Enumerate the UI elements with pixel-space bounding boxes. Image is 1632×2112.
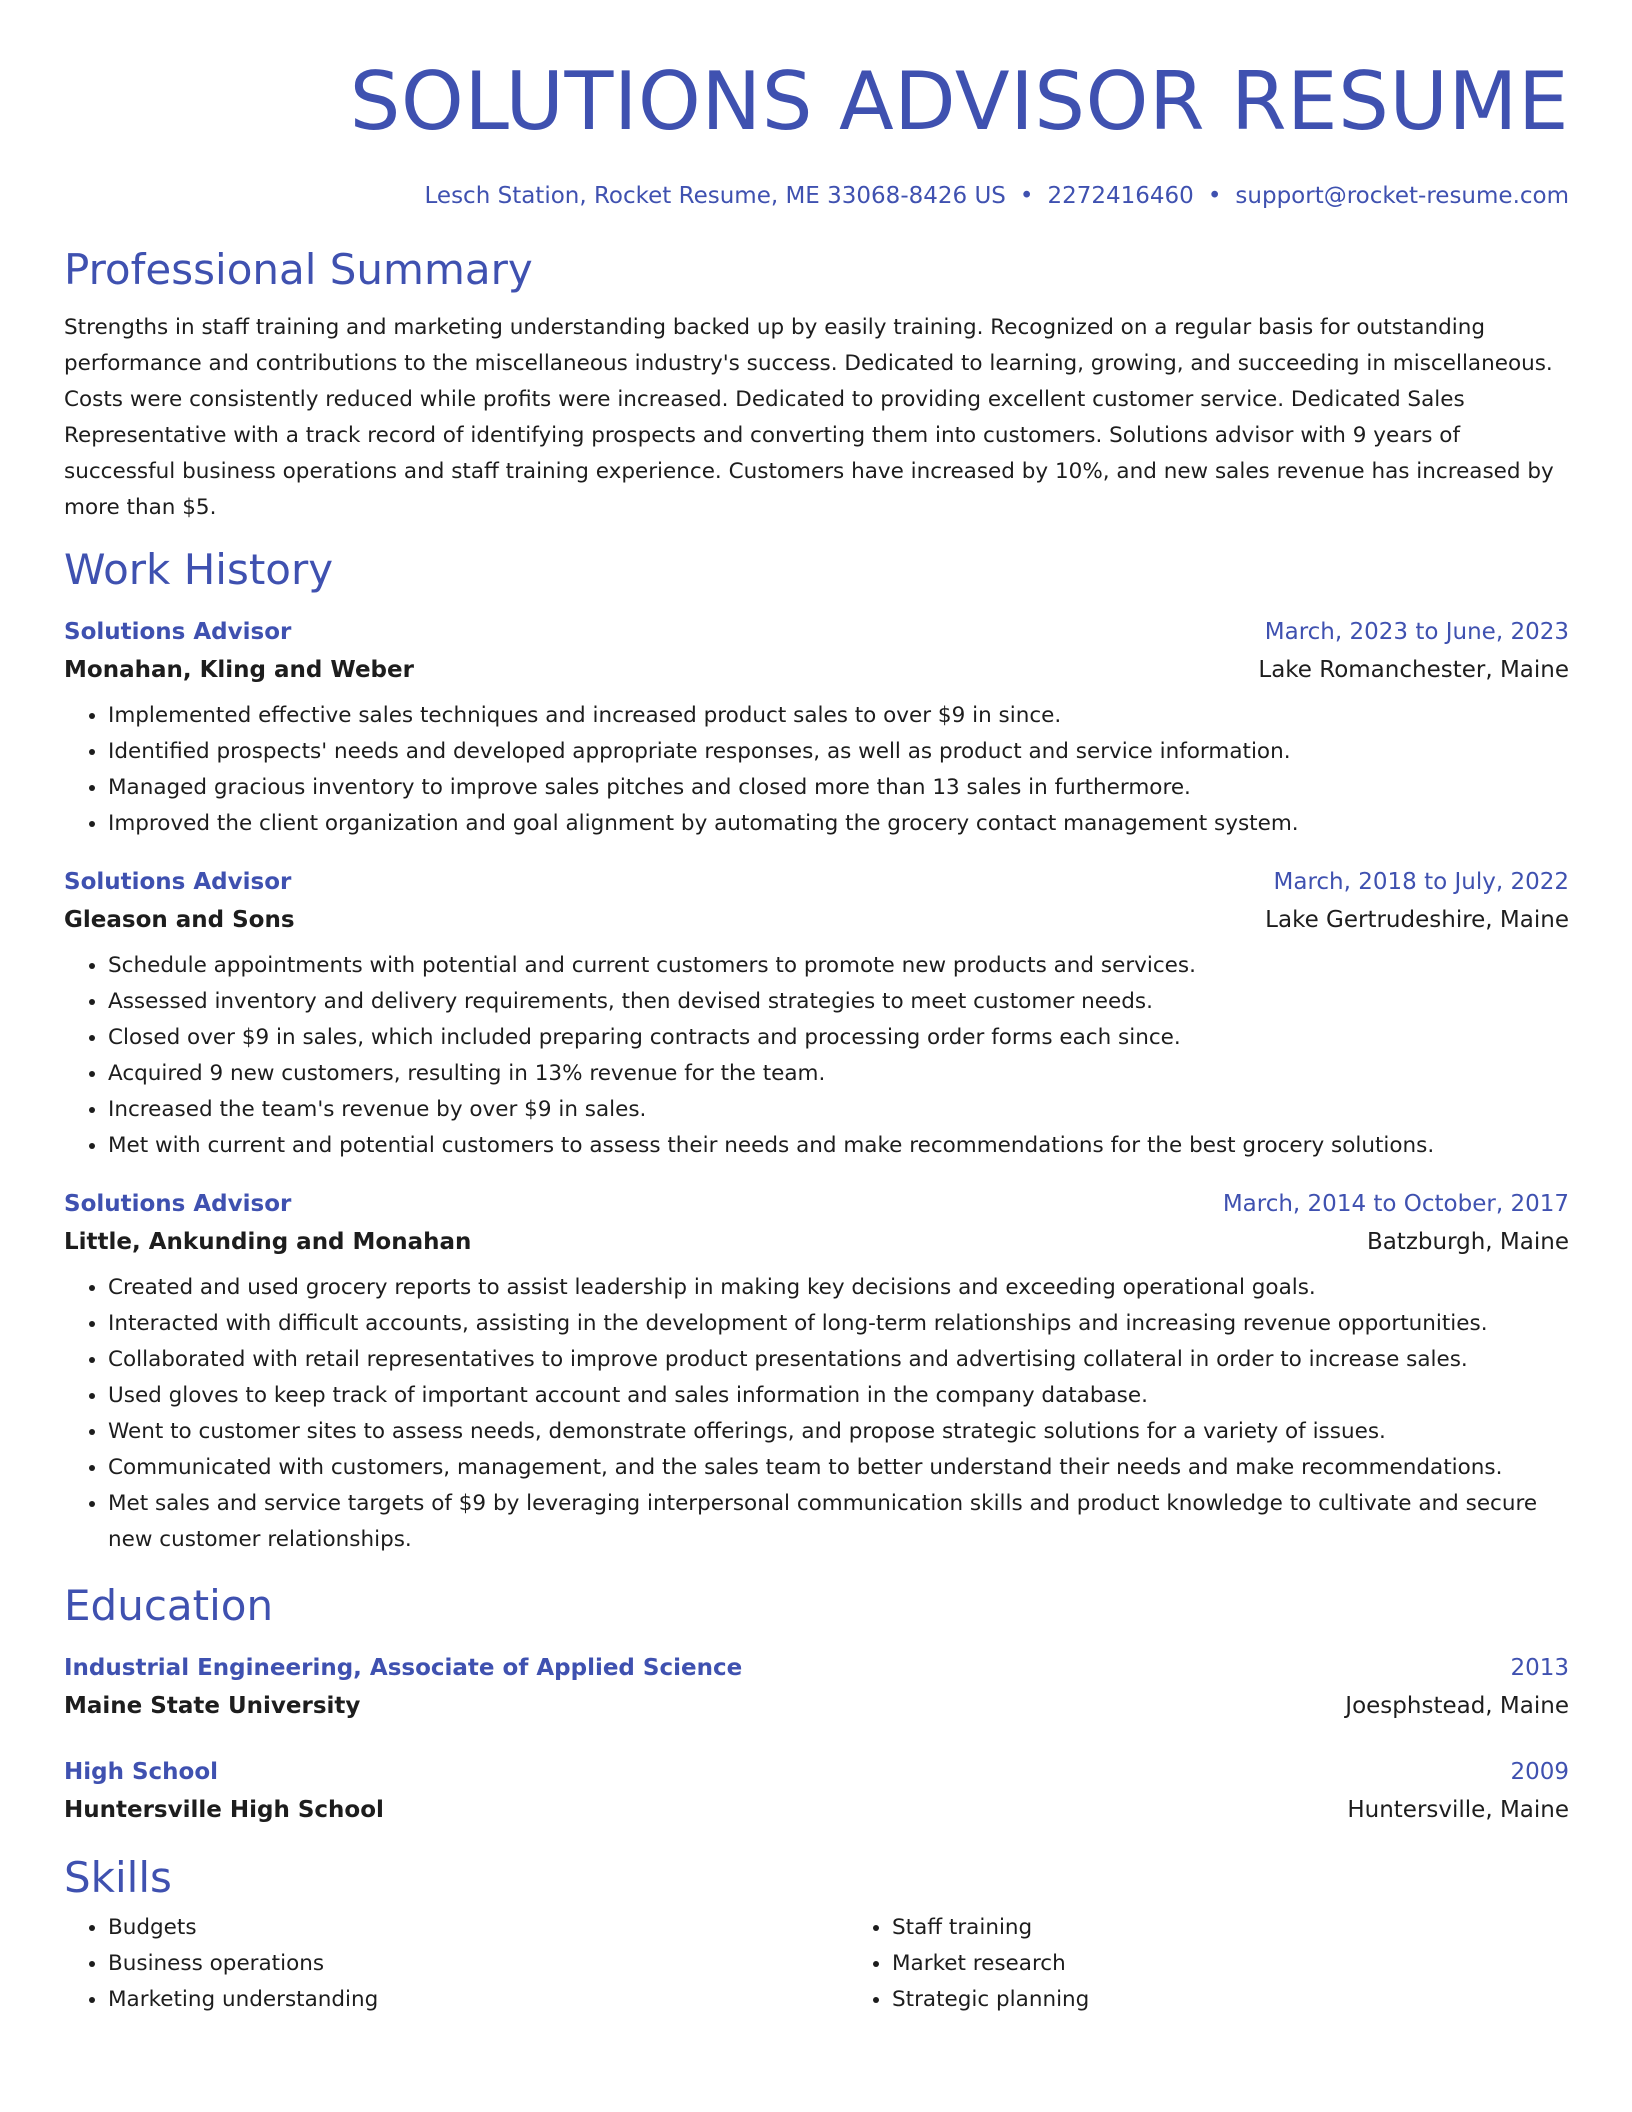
job-bullet: • Increased the team's revenue by over $9 in sales. xyxy=(108,1092,1569,1128)
skill-item: • Marketing understanding xyxy=(108,1982,848,2018)
job-bullet: • Implemented effective sales techniques and increased product sales to over $9 in since. xyxy=(108,698,1569,734)
contact-address: Lesch Station, Rocket Resume, ME 33068-8426 US xyxy=(424,183,1006,209)
summary-heading: Professional Summary xyxy=(64,245,533,294)
contact-separator: • xyxy=(1019,183,1034,209)
job-bullets xyxy=(64,948,1569,1164)
skills-heading: Skills xyxy=(64,1853,172,1902)
job-location: Batzburgh, Maine xyxy=(1366,1229,1569,1255)
skill-item: • Business operations xyxy=(108,1946,848,1982)
skill-item: • Strategic planning xyxy=(892,1982,1089,2018)
skill-item: • Budgets xyxy=(108,1910,848,1946)
education-entry xyxy=(64,1754,1569,1830)
job-bullet: • Schedule appointments with potential and current customers to promote new products and services. xyxy=(108,948,1569,984)
work-history-heading: Work History xyxy=(64,545,334,594)
contact-separator: • xyxy=(1207,183,1222,209)
summary-text: Strengths in staff training and marketing understanding backed up by easily training. Recognized on a regular basis for outstanding performance and contributions to the miscellaneous industry's success. Dedicated to learning, growing, and succeeding in miscellaneous. Costs were consistently reduced while profits were increased. Dedicated to providing excellent customer service. Dedicated Sales Representative with a track record of identifying prospects and converting them into customers. Solutions advisor with 9 years of successful business operations and staff training experience. Customers have increased by 10%, and new sales revenue has increased by more than $5. xyxy=(64,315,1554,520)
job-bullet: • Closed over $9 in sales, which included preparing contracts and processing order forms each since. xyxy=(108,1020,1569,1056)
job-entry xyxy=(64,614,1569,842)
skills-column-right xyxy=(848,1910,1089,2018)
job-dates: March, 2023 to June, 2023 xyxy=(1264,619,1569,645)
job-bullet: • Met sales and service targets of $9 by leveraging interpersonal communication skills and product knowledge to cultivate and secure new customer relationships. xyxy=(108,1486,1569,1558)
job-bullet: • Acquired 9 new customers, resulting in 13% revenue for the team. xyxy=(108,1056,1569,1092)
job-bullet: • Improved the client organization and goal alignment by automating the grocery contact management system. xyxy=(108,806,1569,842)
job-bullet: • Managed gracious inventory to improve sales pitches and closed more than 13 sales in furthermore. xyxy=(108,770,1569,806)
job-company: Monahan, Kling and Weber xyxy=(64,657,414,683)
education-degree: Industrial Engineering, Associate of Applied Science xyxy=(64,1655,743,1681)
job-company: Little, Ankunding and Monahan xyxy=(64,1229,472,1255)
job-dates: March, 2014 to October, 2017 xyxy=(1222,1191,1569,1217)
education-location: Joesphstead, Maine xyxy=(1345,1693,1569,1719)
job-bullet: • Created and used grocery reports to assist leadership in making key decisions and exceeding operational goals. xyxy=(108,1270,1569,1306)
job-role: Solutions Advisor xyxy=(64,1191,292,1217)
job-bullet: • Identified prospects' needs and developed appropriate responses, as well as product and service information. xyxy=(108,734,1569,770)
contact-phone: 2272416460 xyxy=(1047,183,1194,209)
contact-email[interactable]: support@rocket-resume.com xyxy=(1235,183,1569,209)
job-bullet: • Assessed inventory and delivery requirements, then devised strategies to meet customer needs. xyxy=(108,984,1569,1020)
job-role: Solutions Advisor xyxy=(64,619,292,645)
education-school: Huntersville High School xyxy=(64,1797,384,1823)
job-company: Gleason and Sons xyxy=(64,907,295,933)
job-role: Solutions Advisor xyxy=(64,869,292,895)
contact-line xyxy=(64,180,1569,212)
skills-column-left xyxy=(64,1910,848,2018)
job-bullet: • Collaborated with retail representatives to improve product presentations and advertising collateral in order to increase sales. xyxy=(108,1342,1569,1378)
resume-title: SOLUTIONS ADVISOR RESUME xyxy=(349,55,1569,148)
job-bullet: • Met with current and potential customers to assess their needs and make recommendations for the best grocery solutions. xyxy=(108,1128,1569,1164)
education-degree: High School xyxy=(64,1759,219,1785)
skill-item: • Staff training xyxy=(892,1910,1089,1946)
job-bullet: • Communicated with customers, management, and the sales team to better understand their needs and make recommendations. xyxy=(108,1450,1569,1486)
education-location: Huntersville, Maine xyxy=(1347,1797,1569,1823)
education-heading: Education xyxy=(64,1581,274,1630)
skills-list xyxy=(64,1910,1569,2018)
education-year: 2009 xyxy=(1510,1759,1569,1785)
resume-header xyxy=(64,0,1569,212)
job-bullet: • Went to customer sites to assess needs, demonstrate offerings, and propose strategic solutions for a variety of issues. xyxy=(108,1414,1569,1450)
job-bullet: • Used gloves to keep track of important account and sales information in the company database. xyxy=(108,1378,1569,1414)
job-location: Lake Romanchester, Maine xyxy=(1258,657,1569,683)
education-year: 2013 xyxy=(1510,1655,1569,1681)
education-school: Maine State University xyxy=(64,1693,361,1719)
job-dates: March, 2018 to July, 2022 xyxy=(1273,869,1569,895)
job-entry xyxy=(64,864,1569,1164)
education-entry xyxy=(64,1650,1569,1726)
job-entry xyxy=(64,1186,1569,1558)
job-location: Lake Gertrudeshire, Maine xyxy=(1265,907,1569,933)
job-bullets xyxy=(64,698,1569,842)
skill-item: • Market research xyxy=(892,1946,1089,1982)
job-bullets xyxy=(64,1270,1569,1558)
job-bullet: • Interacted with difficult accounts, assisting in the development of long-term relationships and increasing revenue opportunities. xyxy=(108,1306,1569,1342)
